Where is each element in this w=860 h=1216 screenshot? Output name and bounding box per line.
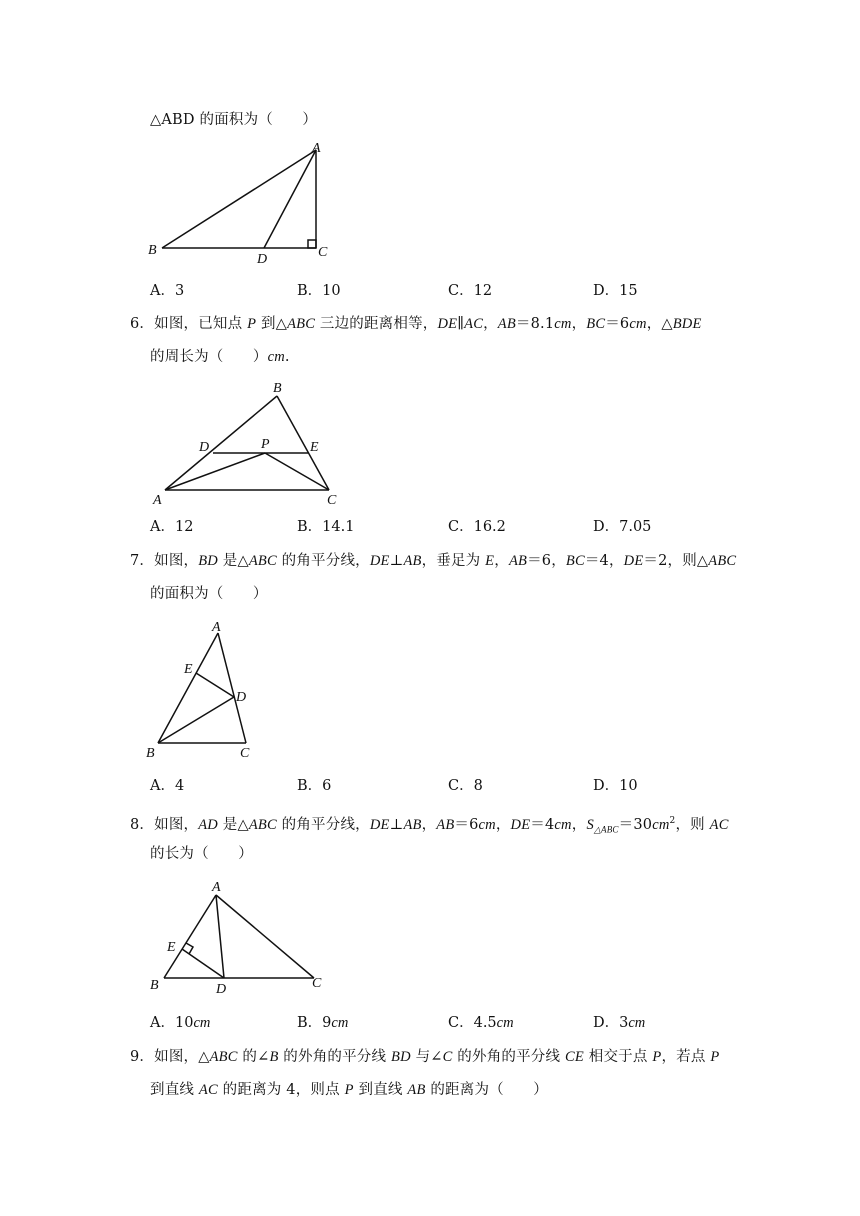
q5-seg-ab xyxy=(162,150,316,248)
q9-stem-line2: 到直线 AC 的距离为 4，则点 P 到直线 AB 的距离为（ ） xyxy=(150,1082,548,1098)
q8-label-e: E xyxy=(167,940,176,955)
q7-option-a: A．4 xyxy=(150,778,185,794)
q8-seg-ad xyxy=(216,895,224,978)
q8-label-c: C xyxy=(312,976,322,991)
q5-stem-line2: △ABD 的面积为（ ） xyxy=(150,112,318,128)
q8-label-d: D xyxy=(216,982,227,997)
q6-option-a: A．12 xyxy=(150,519,194,535)
q6-label-p: P xyxy=(261,437,270,452)
q8-stem-line1: 8．如图，AD 是△ABC 的角平分线，DE⊥AB，AB＝6cm，DE＝4cm，$S_{\triangle ABC}=30cm^2$，则 AC xyxy=(130,816,729,835)
q5-figure xyxy=(140,138,340,268)
q7-option-c: C．8 xyxy=(448,778,483,794)
q9-stem-line1: 9．如图，△ABC 的∠B 的外角的平分线 BD 与∠C 的外角的平分线 CE 相交于点 P，若点 P xyxy=(130,1049,720,1065)
q6-figure xyxy=(145,378,355,508)
q5-label-b: B xyxy=(148,243,157,258)
q8-option-a: A．10cm xyxy=(150,1015,211,1031)
q5-option-d: D．15 xyxy=(593,283,638,299)
q5-seg-ad xyxy=(264,150,316,248)
q6-label-c: C xyxy=(327,493,337,508)
q5-option-b: B．10 xyxy=(297,283,341,299)
q5-label-d: D xyxy=(257,252,268,267)
q6-seg-ap xyxy=(165,453,265,490)
q6-stem-line2: 的周长为（ ）cm. xyxy=(150,349,290,365)
q5-option-c: C．12 xyxy=(448,283,493,299)
q8-seg-ab xyxy=(164,895,216,978)
q6-stem-line1: 6．如图，已知点 P 到△ABC 三边的距离相等，DE∥AC，AB＝8.1cm，BC＝6cm，△BDE xyxy=(130,316,702,332)
q7-figure xyxy=(140,615,270,765)
q5-option-a: A．3 xyxy=(150,283,185,299)
q5-label-a: A xyxy=(312,141,321,156)
q5-right-angle-mark xyxy=(308,240,316,248)
q8-option-d: D．3cm xyxy=(593,1015,646,1031)
q7-seg-ab xyxy=(158,633,218,743)
q6-option-b: B．14.1 xyxy=(297,519,355,535)
q5-label-c: C xyxy=(318,245,328,260)
q7-label-b: B xyxy=(146,746,155,761)
q7-stem-line1: 7．如图，BD 是△ABC 的角平分线，DE⊥AB，垂足为 E，AB＝6，BC＝4，DE＝2，则△ABC xyxy=(130,553,737,569)
q8-seg-de xyxy=(182,949,224,978)
q7-label-e: E xyxy=(184,662,193,677)
q7-seg-ac xyxy=(218,633,246,743)
q6-label-e: E xyxy=(310,440,319,455)
q7-option-d: D．10 xyxy=(593,778,638,794)
q7-stem-line2: 的面积为（ ） xyxy=(150,586,268,602)
q6-label-d: D xyxy=(199,440,210,455)
q7-option-b: B．6 xyxy=(297,778,332,794)
q7-label-c: C xyxy=(240,746,250,761)
q8-label-b: B xyxy=(150,978,159,993)
q7-label-a: A xyxy=(212,620,221,635)
q8-figure xyxy=(140,873,340,998)
q6-label-b: B xyxy=(273,381,282,396)
q6-label-a: A xyxy=(153,493,162,508)
q7-label-d: D xyxy=(236,690,247,705)
q8-option-b: B．9cm xyxy=(297,1015,349,1031)
q7-seg-de xyxy=(196,673,234,697)
q6-option-c: C．16.2 xyxy=(448,519,506,535)
q7-seg-bd xyxy=(158,697,234,743)
q8-option-c: C．4.5cm xyxy=(448,1015,514,1031)
q8-stem-line2: 的长为（ ） xyxy=(150,846,253,862)
q6-option-d: D．7.05 xyxy=(593,519,652,535)
q8-seg-ac xyxy=(216,895,314,978)
q8-label-a: A xyxy=(212,880,221,895)
q6-seg-bc xyxy=(277,396,329,490)
